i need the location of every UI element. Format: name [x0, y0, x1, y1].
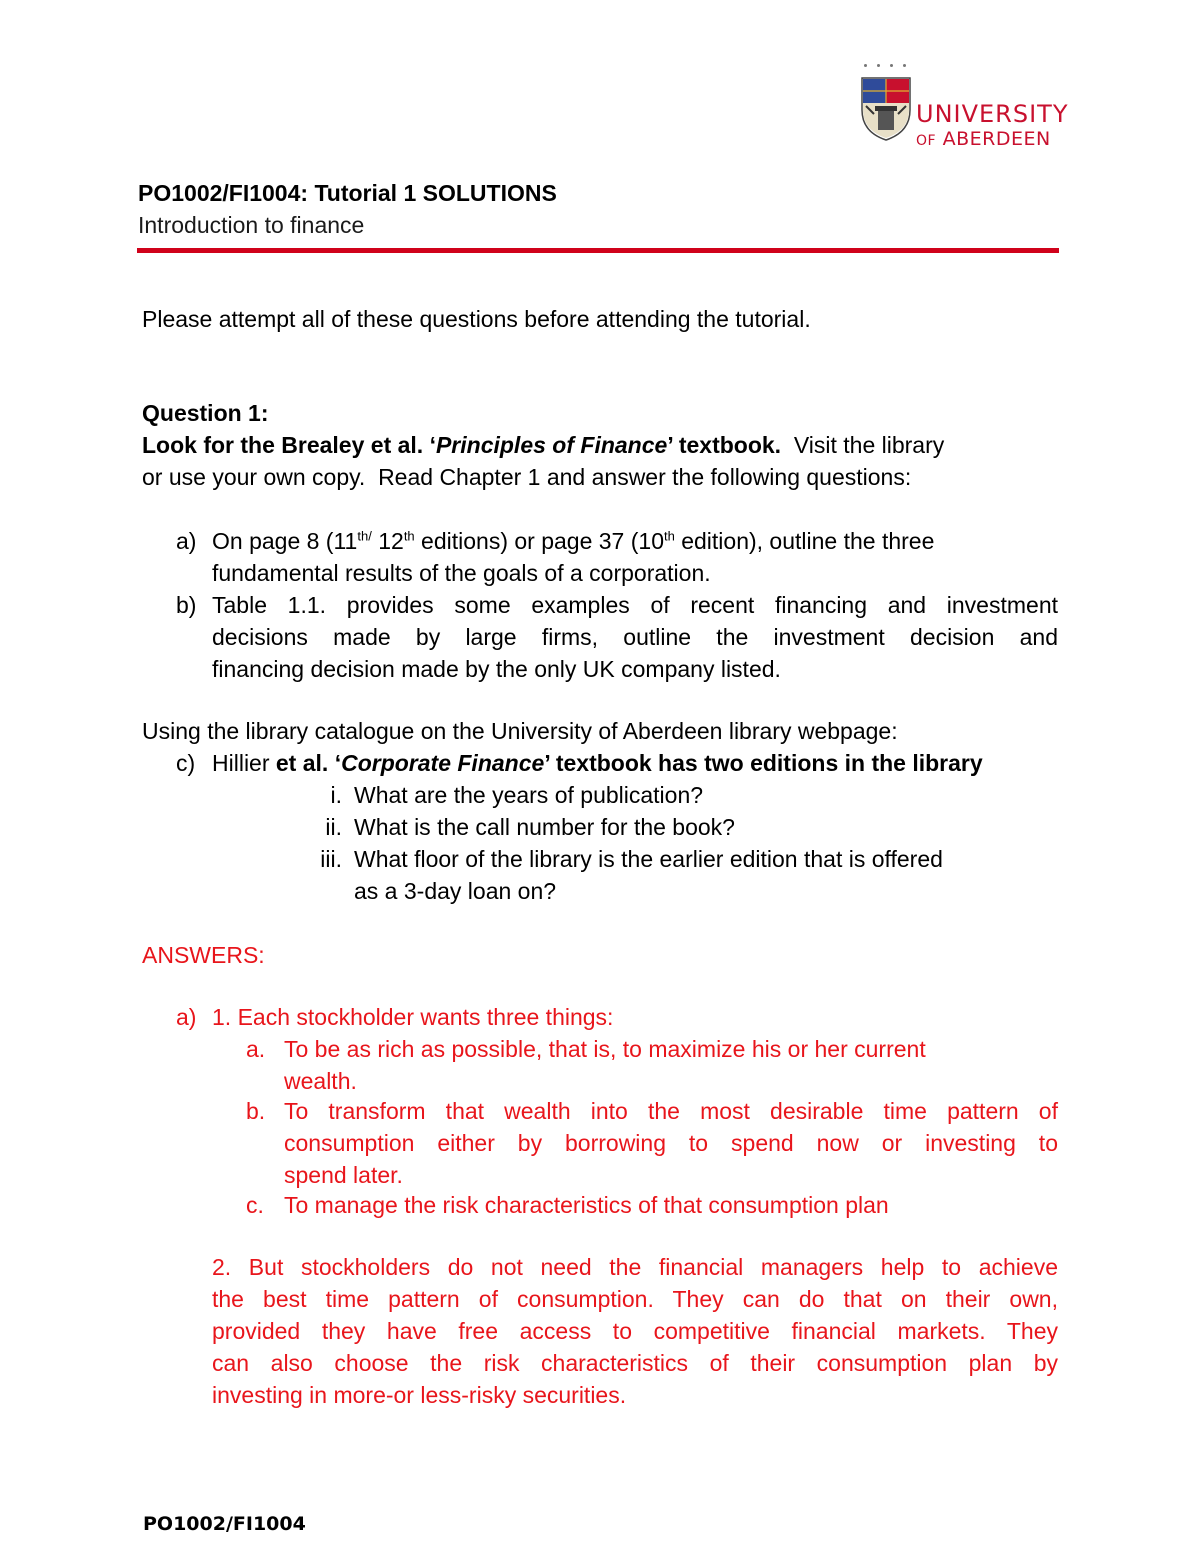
- intro-text: Please attempt all of these questions before attending the tutorial.: [142, 306, 811, 332]
- question-b-line-2: decisions made by large firms, outline the investment decision and: [212, 624, 1058, 650]
- answer-marker-a: a): [176, 1004, 197, 1030]
- question-a-line-2: fundamental results of the goals of a corporation.: [212, 560, 711, 586]
- university-logo: [860, 64, 1069, 160]
- document-title: PO1002/FI1004: Tutorial 1 SOLUTIONS: [138, 180, 557, 206]
- sub-question-iii: What floor of the library is the earlier edition that is offered: [354, 846, 943, 872]
- answer-point2-line-4: can also choose the risk characteristics of their consumption plan by: [212, 1350, 1058, 1376]
- list-marker-c: c): [176, 750, 196, 776]
- sub-marker-ii: ii.: [325, 814, 342, 840]
- answer-item-b-line-1: To transform that wealth into the most desirable time pattern of: [284, 1098, 1058, 1124]
- answer-point2-line-3: provided they have free access to competitive financial markets. They: [212, 1318, 1058, 1344]
- answer-item-a-line-2: wealth.: [284, 1068, 357, 1094]
- logo-wordmark-aberdeen: OF ABERDEEN: [916, 128, 1051, 150]
- header-divider: [137, 248, 1059, 253]
- question-line-2: or use your own copy. Read Chapter 1 and answer the following questions:: [142, 464, 912, 490]
- question-line-1: Look for the Brealey et al. ‘Principles of Finance’ textbook. Visit the library: [142, 432, 945, 458]
- answer-a-intro: 1. Each stockholder wants three things:: [212, 1004, 614, 1030]
- answer-point2-line-1: 2. But stockholders do not need the financial managers help to achieve: [212, 1254, 1058, 1280]
- sub-question-ii: What is the call number for the book?: [354, 814, 735, 840]
- catalogue-text: Using the library catalogue on the University of Aberdeen library webpage:: [142, 718, 898, 744]
- answer-item-marker-b: b.: [246, 1098, 266, 1124]
- list-marker-b: b): [176, 592, 197, 618]
- question-b-line-3: financing decision made by the only UK company listed.: [212, 656, 781, 682]
- answer-item-marker-c: c.: [246, 1192, 264, 1218]
- sub-question-iii-cont: as a 3-day loan on?: [354, 878, 557, 904]
- sub-question-i: What are the years of publication?: [354, 782, 704, 808]
- answer-point2-line-2: the best time pattern of consumption. They can do that on their own,: [212, 1286, 1058, 1312]
- answer-item-a-line-1: To be as rich as possible, that is, to maximize his or her current: [284, 1036, 926, 1062]
- sub-marker-i: i.: [330, 782, 342, 808]
- answer-item-marker-a: a.: [246, 1036, 266, 1062]
- crest-icon: [860, 76, 912, 142]
- answer-item-b-line-2: consumption either by borrowing to spend now or investing to: [284, 1130, 1058, 1156]
- page-footer: PO1002/FI1004: [143, 1513, 306, 1535]
- answer-item-b-line-3: spend later.: [284, 1162, 403, 1188]
- question-b-line-1: Table 1.1. provides some examples of recent financing and investment: [212, 592, 1058, 618]
- logo-dots: [864, 64, 906, 67]
- answer-item-c-line-1: To manage the risk characteristics of that consumption plan: [284, 1192, 889, 1218]
- logo-wordmark-university: UNIVERSITY: [916, 100, 1069, 128]
- question-c-line: Hillier et al. ‘Corporate Finance’ textbook has two editions in the library: [212, 750, 983, 776]
- sub-marker-iii: iii.: [320, 846, 342, 872]
- question-heading: Question 1:: [142, 400, 269, 426]
- list-marker-a: a): [176, 528, 197, 554]
- answers-heading: ANSWERS:: [142, 942, 265, 968]
- answer-point2-line-5: investing in more-or less-risky securities.: [212, 1382, 627, 1408]
- question-a-line-1: On page 8 ($11^{th/}$ 12th editions) or page 37 (10th edition), outline the three: [212, 528, 935, 554]
- document-subtitle: Introduction to finance: [138, 212, 365, 238]
